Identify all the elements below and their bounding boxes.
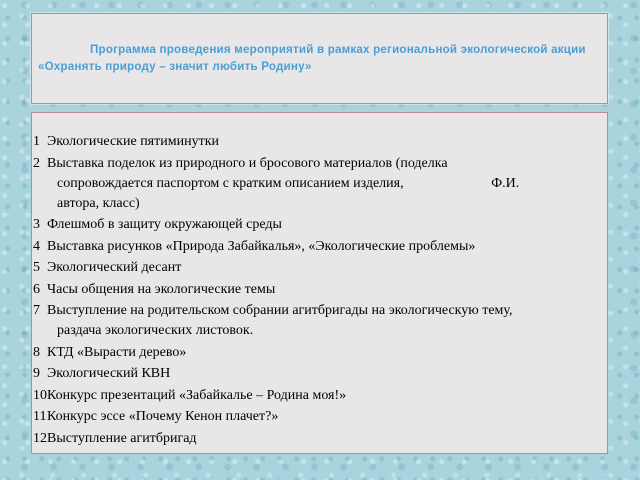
item-number: 5 bbox=[33, 260, 40, 275]
item-number: 8 bbox=[33, 344, 40, 360]
list-item bbox=[32, 364, 602, 384]
item-number: 6 bbox=[33, 281, 40, 297]
list-item bbox=[32, 301, 602, 341]
item-text: Конкурс презентаций «Забайкалье – Родина моя!» bbox=[47, 387, 347, 403]
item-text: Выставка рисунков «Природа Забайкалья», «Экологические проблемы» bbox=[47, 238, 476, 254]
slide-title: Программа проведения мероприятий в рамках региональной экологической акции «Охранять природу – значит любить Родину» bbox=[38, 43, 586, 73]
list-item bbox=[32, 258, 602, 278]
item-text: КТД «Вырасти дерево» bbox=[47, 344, 187, 360]
list-item bbox=[32, 215, 602, 235]
title-panel bbox=[31, 13, 608, 104]
item-number: 9 bbox=[33, 366, 40, 381]
item-text: Выставка поделок из природного и бросового материалов (поделка bbox=[47, 155, 448, 171]
item-number: 11 bbox=[33, 409, 47, 424]
item-text: Часы общения на экологические темы bbox=[47, 281, 276, 297]
list-item bbox=[32, 154, 602, 214]
item-number: 1 bbox=[33, 134, 40, 149]
list-item bbox=[32, 386, 602, 406]
list-item bbox=[32, 280, 602, 300]
item-number: 4 bbox=[33, 238, 40, 254]
item-text: Выступление агитбригад bbox=[47, 430, 197, 446]
list-item bbox=[32, 237, 602, 257]
list-item bbox=[32, 132, 602, 152]
list-item bbox=[32, 343, 602, 363]
item-text: Экологический десант bbox=[47, 260, 182, 275]
item-text: Флешмоб в защиту окружающей среды bbox=[47, 217, 282, 232]
item-text-continued: автора, класс) bbox=[57, 195, 140, 211]
item-number: 2 bbox=[33, 155, 40, 171]
item-number: 12 bbox=[33, 430, 47, 446]
item-text-continued: раздача экологических листовок. bbox=[57, 323, 254, 338]
item-text: Выступление на родительском собрании агитбригады на экологическую тему, bbox=[47, 303, 513, 318]
activity-list bbox=[32, 132, 602, 450]
item-text: Экологический КВН bbox=[47, 366, 171, 381]
list-item bbox=[32, 429, 602, 449]
item-number: 3 bbox=[33, 217, 40, 232]
item-text-continued: сопровождается паспортом с кратким описанием изделия, Ф.И. bbox=[57, 175, 520, 191]
item-text: Конкурс эссе «Почему Кенон плачет?» bbox=[47, 409, 279, 424]
item-text: Экологические пятиминутки bbox=[47, 134, 219, 149]
content-panel bbox=[31, 112, 608, 454]
list-item bbox=[32, 407, 602, 427]
item-number: 7 bbox=[33, 303, 40, 318]
item-number: 10 bbox=[33, 387, 47, 403]
